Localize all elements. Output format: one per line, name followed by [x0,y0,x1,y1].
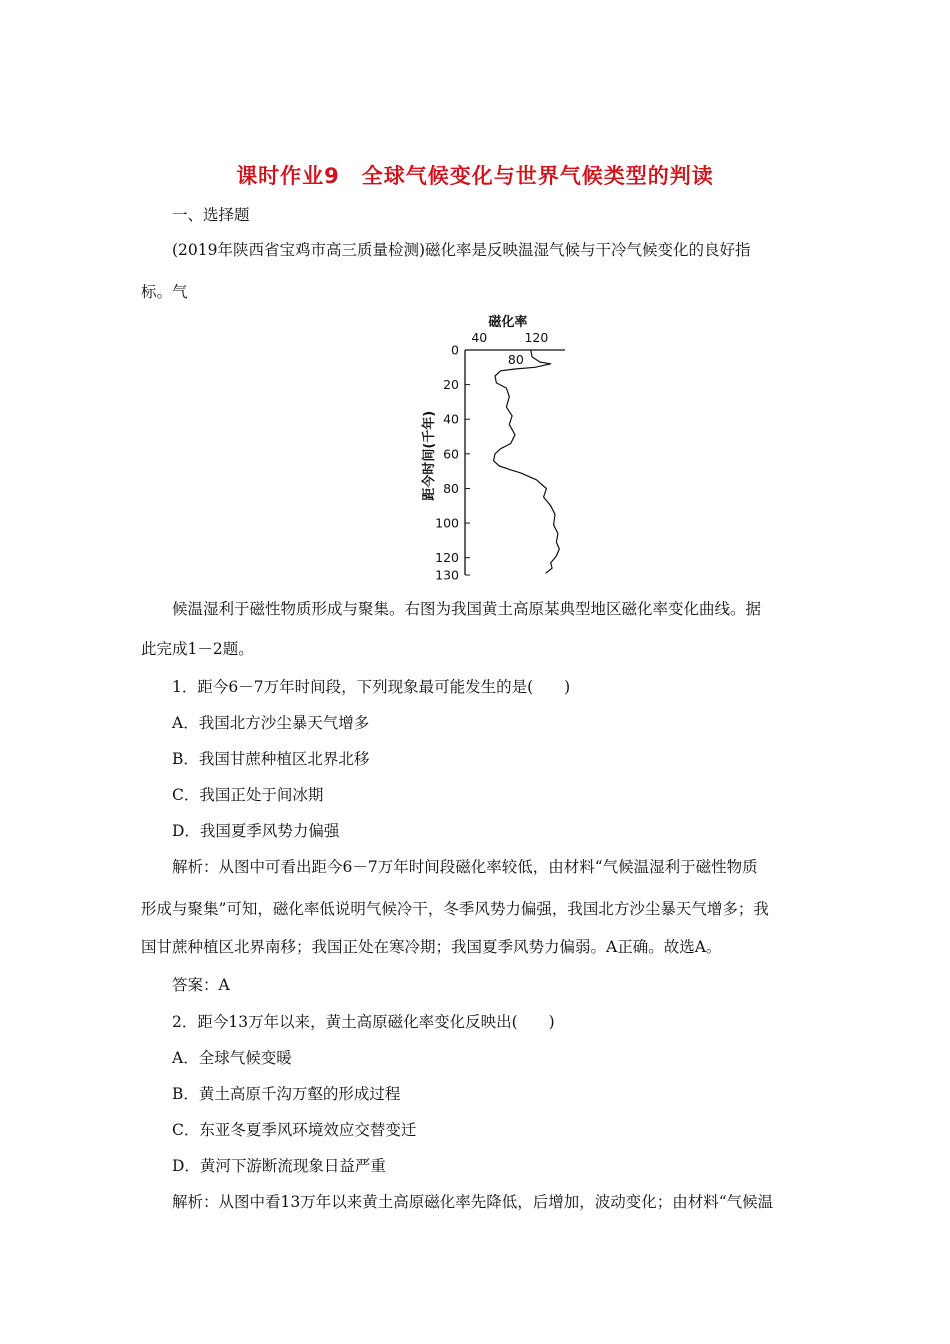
susceptibility-chart [400,310,580,585]
question-2-analysis-line-1: 解析：从图中看13万年以来黄土高原磁化率先降低，后增加，波动变化；由材料“气候温 [172,1193,774,1211]
question-2-option-d: D．黄河下游断流现象日益严重 [172,1157,386,1175]
intro-line-1: (2019年陕西省宝鸡市高三质量检测)磁化率是反映温湿气候与干冷气候变化的良好指 [172,241,751,259]
question-1-option-d: D．我国夏季风势力偏强 [172,822,340,840]
y-tick-label: 60 [443,446,459,462]
question-2-stem: 2．距今13万年以来，黄土高原磁化率变化反映出( ) [172,1013,555,1031]
page-title: 课时作业9 全球气候变化与世界气候类型的判读 [236,164,714,188]
y-tick-label: 40 [443,411,459,427]
question-1-analysis-line-1: 解析：从图中可看出距今6－7万年时间段磁化率较低，由材料“气候温湿利于磁性物质 [172,858,758,876]
y-tick-label: 0 [451,342,459,358]
question-1-option-b: B．我国甘蔗种植区北界北移 [172,750,370,768]
y-tick-label: 100 [435,515,459,531]
chart-svg [400,310,580,585]
question-2-option-c: C．东亚冬夏季风环境效应交替变迁 [172,1121,417,1139]
y-tick-label: 120 [435,550,459,566]
question-1-stem: 1．距今6－7万年时间段，下列现象最可能发生的是( ) [172,678,571,696]
intro-line-2: 标。气 [141,283,188,301]
x-tick-label: 40 [471,330,488,345]
y-tick-label: 130 [435,567,459,583]
question-1-analysis-line-3: 国甘蔗种植区北界南移；我国正处在寒冷期；我国夏季风势力偏弱。A正确。故选A。 [141,938,722,956]
after-figure-line-2: 此完成1－2题。 [141,640,254,658]
susceptibility-curve [494,350,560,573]
question-1-analysis-line-2: 形成与聚集”可知，磁化率低说明气候冷干，冬季风势力偏强，我国北方沙尘暴天气增多；我 [141,900,769,918]
after-figure-line-1: 候温湿利于磁性物质形成与聚集。右图为我国黄土高原某典型地区磁化率变化曲线。据 [172,600,762,618]
question-2-option-b: B．黄土高原千沟万壑的形成过程 [172,1085,401,1103]
y-tick-label: 80 [443,480,459,496]
y-axis-title: 距今时间(千年) [422,410,437,501]
question-2-option-a: A．全球气候变暖 [172,1049,292,1067]
question-1-option-c: C．我国正处于间冰期 [172,786,324,804]
x-tick-label: 120 [524,330,549,345]
question-1-answer: 答案：A [172,976,230,994]
question-1-option-a: A．我国北方沙尘暴天气增多 [172,714,370,732]
section-heading: 一、选择题 [172,206,250,224]
chart-title: 磁化率 [488,315,528,330]
y-tick-label: 20 [443,377,459,393]
x-tick-label: 80 [507,352,524,367]
